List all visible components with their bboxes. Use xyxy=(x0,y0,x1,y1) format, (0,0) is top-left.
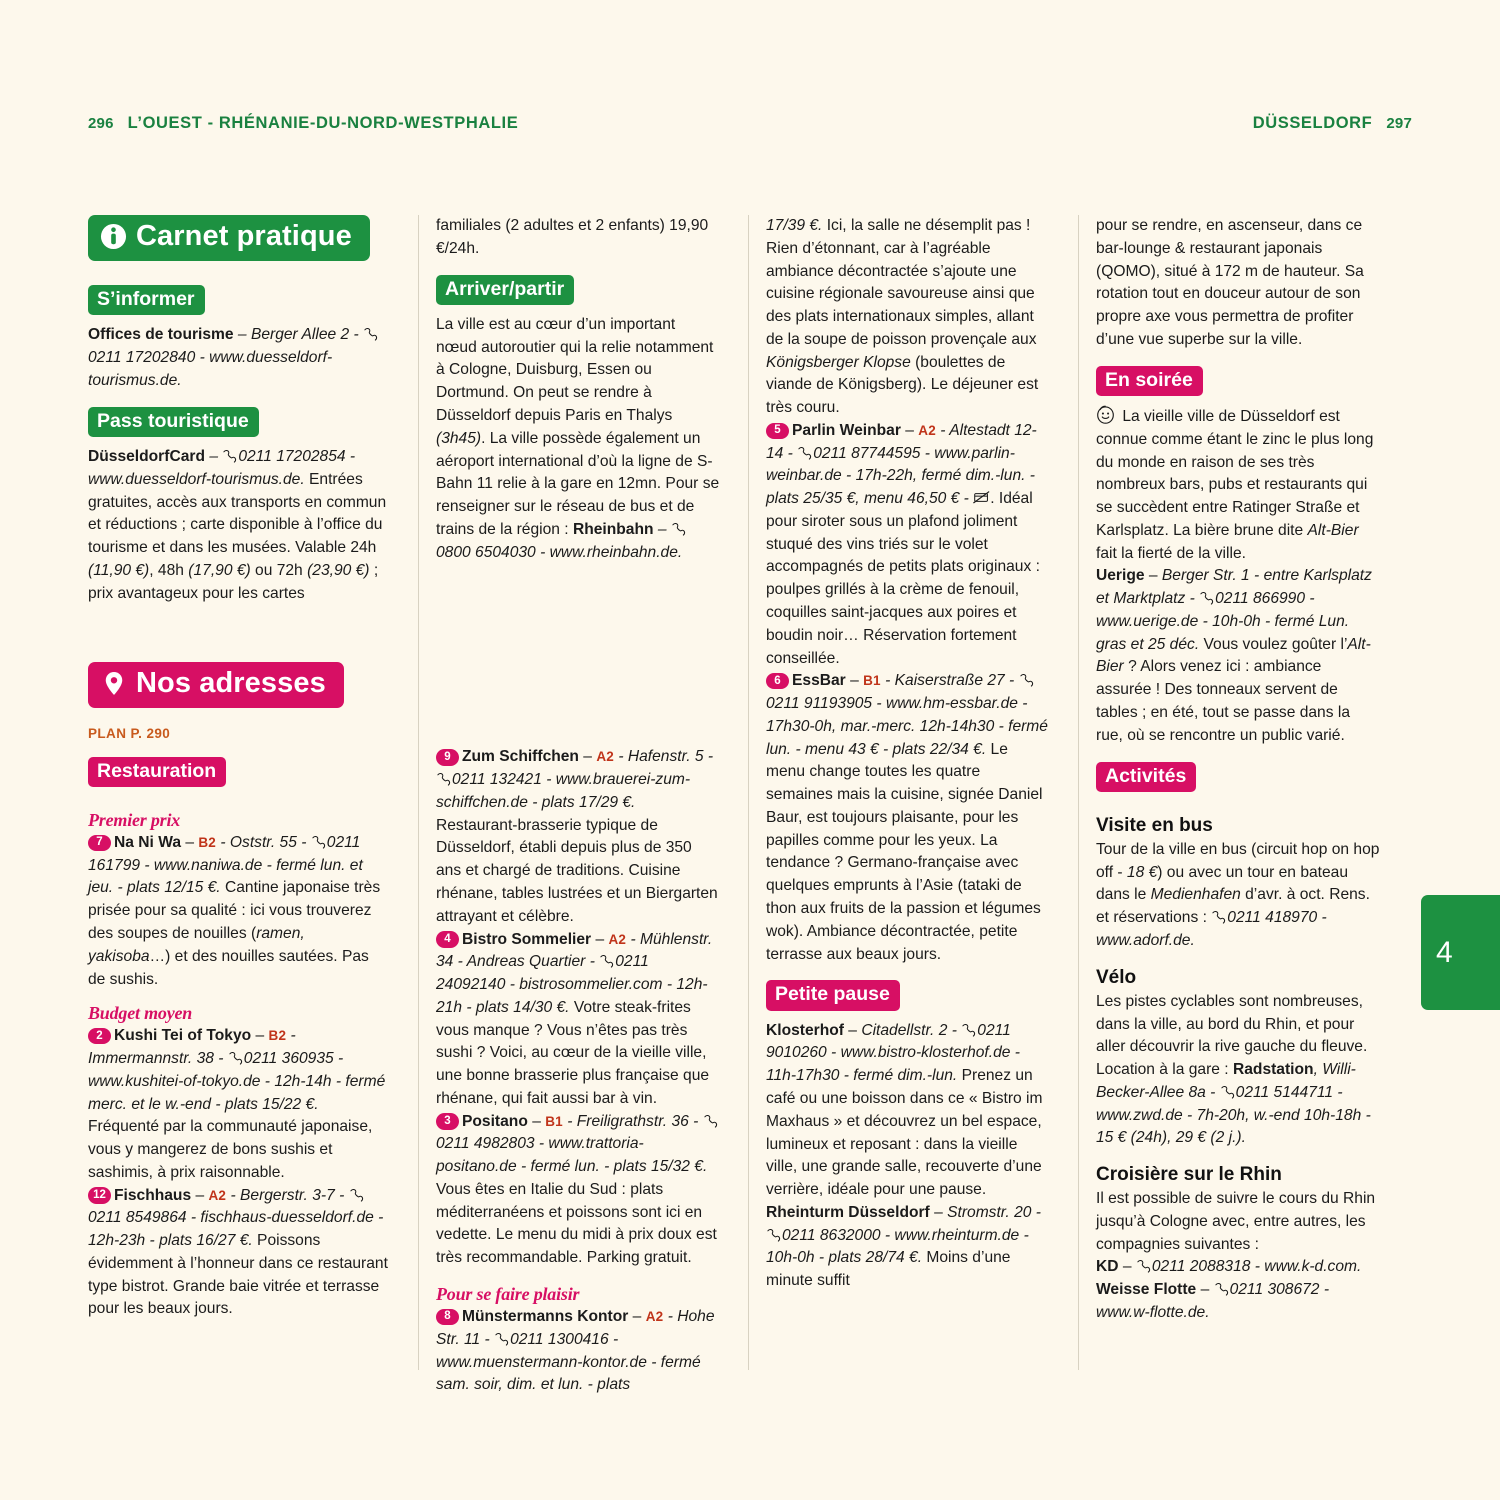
price-48h: (17,90 €) xyxy=(188,561,251,579)
no-card-icon xyxy=(973,490,990,505)
kushitei-grid-ref: B2 xyxy=(268,1028,287,1044)
schiffchen-info: - www.brauerei-zum-schiffchen.de - plats 17/29 €. xyxy=(436,771,691,811)
smiley-tip-icon xyxy=(1096,405,1115,424)
duesseldorfcard-name: DüsseldorfCard xyxy=(88,448,205,466)
phone-icon xyxy=(599,954,614,968)
chapter-number: 4 xyxy=(1436,935,1453,969)
fischhaus-address: - Bergerstr. 3-7 - xyxy=(226,1186,349,1204)
positano-phone: 0211 4982803 xyxy=(436,1135,535,1153)
kushitei-entry xyxy=(88,1025,390,1184)
klosterhof-name: Klosterhof xyxy=(766,1021,844,1039)
visite-en-bus-text xyxy=(1096,839,1380,953)
uerige-desc-b: ? Alors venez ici : ambiance assurée ! Des tonneaux servent de tables ; en été, tout se passe dans la rue, où se rencontre un public varié. xyxy=(1096,658,1350,744)
munstermanns-info: - www.muenstermann-kontor.de - fermé sam. soir, dim. et lun. - plats xyxy=(436,1330,701,1394)
positano-name: Positano xyxy=(462,1112,528,1130)
phone-icon xyxy=(1136,1259,1151,1273)
map-pin-icon xyxy=(100,670,127,697)
soiree-text xyxy=(1096,405,1380,565)
sommelier-info: - bistrosommelier.com - 12h-21h - plats 14/30 €. xyxy=(436,976,708,1016)
fischhaus-info: - fischhaus-duesseldorf.de - 12h-23h - plats 16/27 €. xyxy=(88,1209,384,1250)
dash-17: – xyxy=(1196,1281,1214,1299)
klosterhof-address: Citadellstr. 2 - xyxy=(861,1021,962,1039)
column-spacer xyxy=(436,564,720,620)
phone-icon xyxy=(1211,910,1226,924)
dash-7: – xyxy=(578,748,597,766)
heading-s-informer: S’informer xyxy=(88,285,205,315)
duesseldorfcard-web: - www.duesseldorf-tourismus.de. xyxy=(88,448,356,488)
naniwa-desc-b: …) et des nouilles sautées. Pas de sushis. xyxy=(88,947,369,988)
munstermanns-price: 17/39 €. xyxy=(766,217,823,234)
munstermanns-desc-a: Ici, la salle ne désemplit pas ! Rien d’étonnant, car à l’agréable ambiance décontractée s’ajoute une cuisine régionale savoureuse ainsi que des plats internationaux simples, allant de la soupe de poisson provençale aux xyxy=(766,217,1037,348)
naniwa-address: - Oststr. 55 - xyxy=(216,833,311,851)
uerige-desc-a: Vous voulez goûter l’ xyxy=(1199,635,1348,653)
uerige-address: Berger Str. 1 - entre Karlsplatz et Marktplatz - xyxy=(1096,567,1372,608)
map-number-badge: 9 xyxy=(436,749,459,766)
radstation-address: , Willi-Becker-Allee 8a - xyxy=(1096,1061,1356,1101)
naniwa-entry xyxy=(88,832,390,991)
running-head-title-left: L’OUEST - RHÉNANIE-DU-NORD-WESTPHALIE xyxy=(127,114,519,132)
radstation-phone: 0211 5144711 xyxy=(1235,1083,1334,1101)
rheinturm-name: Rheinturm Düsseldorf xyxy=(766,1203,930,1221)
uerige-phone: 0211 866990 xyxy=(1215,590,1306,608)
medienhafen-term: Medienhafen xyxy=(1150,886,1241,904)
munstermanns-phone: 0211 1300416 xyxy=(510,1330,609,1348)
running-head-title-right: DÜSSELDORF xyxy=(1252,114,1373,132)
bus-desc-c: d’avr. à oct. Rens. et réservations : xyxy=(1096,886,1370,927)
weisse-flotte-phone: 0211 308672 xyxy=(1229,1281,1320,1299)
soiree-desc-a: La vieille ville de Düsseldorf est connue comme étant le zinc le plus long du monde en raison de ses très nombreux bars, pubs et restaurants qui se succèdent entre Ratinger Straße et Karlsplatz. La bière brune dite xyxy=(1096,408,1374,539)
velo-desc: Les pistes cyclables sont nombreuses, dans la ville, au bord du Rhin, et pour aller découvrir la rive gauche du fleuve. Location à la gare : xyxy=(1096,992,1368,1079)
munstermanns-carryover xyxy=(766,215,1050,420)
essbar-grid-ref: B1 xyxy=(863,673,881,689)
offices-de-tourisme-name: Offices de tourisme xyxy=(88,326,234,344)
subheading-visite-en-bus: Visite en bus xyxy=(1096,814,1213,836)
koenigsberger-klopse: Königsberger Klopse xyxy=(766,353,911,371)
dash-1: – xyxy=(233,326,251,344)
soiree-desc-b: fait la fierté de la ville. xyxy=(1096,544,1246,562)
dash-4: – xyxy=(251,1027,269,1045)
rheinturm-carryover: pour se rendre, en ascenseur, dans ce bar-lounge & restaurant japonais (QOMO), situé à 172 m de hauteur. Sa rotation tout en douceur autour de son propre axe vous permettra de profiter d’une vue superbe sur la ville. xyxy=(1096,217,1364,348)
heading-en-soiree: En soirée xyxy=(1096,366,1203,396)
sommelier-desc: Votre steak-frites vous manque ? Vous n’êtes pas très sushi ? Voici, au cœur de la vieille ville, une bonne brasserie plus française que rhénane, qui fait aussi bar à vin. xyxy=(436,998,710,1107)
parlin-info: - www.parlin-weinbar.de - 17h-22h, fermé dim.-lun. - plats 25/35 €, menu 46,50 € - xyxy=(766,444,1035,508)
phone-icon xyxy=(222,449,237,463)
croisiere-intro: Il est possible de suivre le cours du Rhin jusqu’à Cologne avec, entre autres, les compagnies suivantes : xyxy=(1096,1190,1376,1253)
schiffchen-name: Zum Schiffchen xyxy=(462,748,579,766)
sommelier-phone: 0211 24092140 xyxy=(436,953,649,994)
column-spacer xyxy=(88,606,390,662)
positano-address: - Freiligrathstr. 36 - xyxy=(562,1112,703,1130)
weisse-flotte-web: - www.w-flotte.de. xyxy=(1096,1281,1330,1321)
phone-icon xyxy=(311,835,326,849)
essbar-entry xyxy=(766,670,1050,966)
phone-icon xyxy=(1220,1085,1235,1099)
uerige-info: - www.uerige.de - 10h-0h - fermé Lun. gras et 25 déc. xyxy=(1096,590,1350,653)
info-circle-icon xyxy=(100,223,127,250)
klosterhof-phone: 0211 9010260 xyxy=(766,1021,1011,1062)
munstermanns-desc-b: (boulettes de viande de Königsberg). Le déjeuner est très couru. xyxy=(766,353,1039,417)
offices-de-tourisme-entry xyxy=(88,324,390,392)
kushitei-info: - www.kushitei-of-tokyo.de - 12h-14h - fermé merc. et le w.-end - plats 15/22 €. xyxy=(88,1050,386,1113)
kd-entry xyxy=(1096,1256,1380,1279)
klosterhof-desc: Prenez un café ou une boisson dans ce « Bistro im Maxhaus » et découvrez un bel espace, lumineux et reposant : dans la vieille ville, une grande salle, recouverte d’une verrière, idéale pour une pause. xyxy=(766,1067,1043,1199)
duesseldorfcard-desc-a: Entrées gratuites, accès aux transports en commun et réductions ; carte disponible à l’office du tourisme et dans les musées. Valable 24h xyxy=(88,470,387,557)
essbar-phone: 0211 91193905 xyxy=(766,695,873,713)
page-columns xyxy=(88,215,1408,1394)
dash-10: – xyxy=(628,1307,646,1325)
radstation-name: Radstation xyxy=(1232,1061,1314,1079)
positano-grid-ref: B1 xyxy=(545,1113,563,1129)
dash-2: – xyxy=(204,448,223,466)
phone-icon xyxy=(703,1114,718,1128)
uerige-entry xyxy=(1096,565,1380,747)
bus-desc-b: ) ou avec un tour en bateau dans le xyxy=(1096,863,1349,904)
category-pour-se-faire-plaisir: Pour se faire plaisir xyxy=(436,1283,580,1304)
parlin-address: - Altestadt 12-14 - xyxy=(766,421,1037,462)
uerige-name: Uerige xyxy=(1096,567,1145,585)
phone-icon xyxy=(436,772,451,786)
duesseldorfcard-desc-d: ; prix avantageux pour les cartes xyxy=(88,561,379,602)
parlin-name: Parlin Weinbar xyxy=(792,421,901,439)
kd-phone: 0211 2088318 xyxy=(1151,1258,1251,1276)
rheinbahn-web: - www.rheinbahn.de. xyxy=(535,543,683,561)
chapter-thumb-tab xyxy=(1421,895,1500,1010)
map-number-badge: 2 xyxy=(88,1028,111,1045)
positano-info: - www.trattoria-positano.de - fermé lun. - plats 15/32 €. xyxy=(436,1135,708,1176)
kushitei-name: Kushi Tei of Tokyo xyxy=(114,1027,252,1045)
heading-pass-touristique: Pass touristique xyxy=(88,407,259,437)
bus-desc-a: Tour de la ville en bus (circuit hop on hop off - xyxy=(1096,840,1380,881)
schiffchen-phone: 0211 132421 xyxy=(452,771,542,789)
offices-web: - www.duesseldorf-tourismus.de. xyxy=(88,349,333,389)
bus-phone: 0211 418970 xyxy=(1227,909,1318,927)
thalys-duration: (3h45) xyxy=(436,429,482,447)
essbar-name: EssBar xyxy=(792,672,846,690)
alt-bier-term: Alt-Bier xyxy=(1307,521,1359,539)
rheinbahn-phone: 0800 6504030 xyxy=(436,543,536,561)
fischhaus-name: Fischhaus xyxy=(114,1186,192,1204)
schiffchen-desc: Restaurant-brasserie typique de Düsseldorf, établi depuis plus de 350 ans et chargé de traditions. Cuisine rhénane, tables lustrées et un Biergarten attrayant et célèbre. xyxy=(436,816,718,925)
sommelier-grid-ref: A2 xyxy=(608,931,627,947)
parlin-phone: 0211 87744595 xyxy=(813,444,921,462)
map-number-badge: 7 xyxy=(88,835,111,852)
kushitei-desc: Fréquenté par la communauté japonaise, vous y mangerez de bons sushis et sashimis, à prix raisonnable. xyxy=(88,1118,373,1181)
essbar-desc: Le menu change toutes les quatre semaines mais la cuisine, signée Daniel Baur, est toujours plaisante, pour les papilles comme pour les yeux. La tendance ? Germano-française avec quelques emprunts à l’Asie (tataki de thon aux fruits de la passion et légumes wok). Ambiance décontractée, petite terrasse aux beaux jours. xyxy=(766,740,1043,963)
dash-12: – xyxy=(845,672,864,690)
munstermanns-address: - Hohe Str. 11 - xyxy=(436,1307,715,1348)
dash-6: – xyxy=(653,520,671,538)
naniwa-name: Na Ni Wa xyxy=(114,833,182,851)
schiffchen-address: - Hafenstr. 5 - xyxy=(613,748,714,766)
map-number-badge: 4 xyxy=(436,931,459,948)
phone-icon xyxy=(228,1051,243,1065)
klosterhof-entry xyxy=(766,1020,1050,1202)
bus-price: 18 € xyxy=(1126,863,1158,881)
rheinturm-desc: Moins d’une minute suffit xyxy=(766,1249,1011,1290)
carryover-familiales: familiales (2 adultes et 2 enfants) 19,90 €/24h. xyxy=(436,217,709,257)
essbar-info: - www.hm-essbar.de - 17h30-0h, mar.-merc. 12h-14h30 - fermé lun. - menu 43 € - plats 22/34 €. xyxy=(766,695,1048,758)
folio-left: 296 xyxy=(88,115,114,132)
positano-entry xyxy=(436,1111,720,1270)
fischhaus-desc: Poissons évidemment à l’honneur dans ce restaurant type bistrot. Grande baie vitrée et terrasse pour les beaux jours. xyxy=(88,1232,388,1318)
category-premier-prix: Premier prix xyxy=(88,809,181,830)
column-3 xyxy=(748,215,1078,1370)
heading-arriver-partir: Arriver/partir xyxy=(436,275,574,305)
heading-restauration: Restauration xyxy=(88,757,226,787)
phone-icon xyxy=(1214,1282,1229,1296)
arriver-partir-text xyxy=(436,314,720,564)
naniwa-dishes: ramen, yakisoba xyxy=(88,924,305,965)
fischhaus-grid-ref: A2 xyxy=(208,1187,227,1203)
phone-icon xyxy=(961,1023,976,1037)
subheading-velo: Vélo xyxy=(1096,966,1137,988)
weisse-flotte-entry xyxy=(1096,1279,1380,1325)
fischhaus-phone: 0211 8549864 xyxy=(88,1209,187,1227)
price-72h: (23,90 €) xyxy=(307,561,370,579)
naniwa-grid-ref: B2 xyxy=(198,834,217,850)
phone-icon xyxy=(671,522,686,536)
munstermanns-entry xyxy=(436,1306,720,1397)
map-number-badge: 12 xyxy=(88,1187,111,1204)
running-head xyxy=(88,114,1412,138)
column-4 xyxy=(1078,215,1408,1370)
duesseldorfcard-desc-c: ou 72h xyxy=(250,561,308,579)
velo-text xyxy=(1096,991,1380,1150)
nos-adresses-banner xyxy=(88,662,344,708)
bus-web: - www.adorf.de. xyxy=(1096,909,1327,949)
schiffchen-entry xyxy=(436,746,720,928)
map-number-badge: 3 xyxy=(436,1113,459,1130)
subheading-croisiere: Croisière sur le Rhin xyxy=(1096,1164,1282,1186)
radstation-info: - www.zwd.de - 7h-20h, w.-end 10h-18h - 15 € (24h), 29 € (2 j.). xyxy=(1096,1083,1371,1147)
klosterhof-info: - www.bistro-klosterhof.de - 11h-17h30 - fermé dim.-lun. xyxy=(766,1044,1020,1085)
schiffchen-grid-ref: A2 xyxy=(596,749,614,765)
dash-9: – xyxy=(527,1112,546,1130)
plan-reference: PLAN P. 290 xyxy=(88,725,171,741)
running-head-right xyxy=(1253,114,1412,133)
kushitei-address: - Immermannstr. 38 - xyxy=(88,1027,296,1068)
kushitei-phone: 0211 360935 xyxy=(243,1050,334,1068)
rheinturm-entry xyxy=(766,1202,1050,1293)
phone-icon xyxy=(494,1332,509,1346)
kd-web: - www.k-d.com. xyxy=(1250,1258,1362,1276)
heading-activites: Activités xyxy=(1096,762,1196,792)
parlin-grid-ref: A2 xyxy=(918,422,936,438)
positano-desc: Vous êtes en Italie du Sud : plats méditerranéens et poissons sont ici en vedette. Le menu du midi à prix doux est très recommandable. Parking gratuit. xyxy=(436,1180,717,1267)
dash-13: – xyxy=(843,1021,862,1039)
fischhaus-entry xyxy=(88,1185,390,1322)
map-number-badge: 8 xyxy=(436,1309,459,1326)
folio-right: 297 xyxy=(1386,115,1412,132)
heading-petite-pause: Petite pause xyxy=(766,980,900,1010)
duesseldorfcard-phone: 0211 17202854 xyxy=(238,448,346,466)
nos-adresses-label: Nos adresses xyxy=(136,666,326,699)
dash-16: – xyxy=(1118,1258,1136,1276)
dash-14: – xyxy=(929,1203,948,1221)
kd-name: KD xyxy=(1096,1258,1119,1276)
naniwa-phone: 0211 161799 xyxy=(88,833,361,874)
map-number-badge: 6 xyxy=(766,673,789,690)
phone-icon xyxy=(766,1228,781,1242)
map-number-badge: 5 xyxy=(766,423,789,440)
price-24h: (11,90 €) xyxy=(88,561,150,579)
dash-11: – xyxy=(900,421,919,439)
dash-15: – xyxy=(1144,567,1162,585)
phone-icon xyxy=(363,327,378,341)
phone-icon xyxy=(1019,673,1034,687)
dash-3: – xyxy=(181,833,199,851)
munstermanns-name: Münstermanns Kontor xyxy=(462,1307,629,1325)
arriver-desc-b: . La ville possède également un aéroport international d’où la ligne de S-Bahn 11 relie à la gare en 12mn. Pour se renseigner sur le réseau de bus et de trains de la région : xyxy=(436,429,720,538)
dash-8: – xyxy=(591,930,609,948)
sommelier-entry xyxy=(436,929,720,1111)
phone-icon xyxy=(349,1188,364,1202)
running-head-left xyxy=(88,114,518,133)
carnet-pratique-banner xyxy=(88,215,370,261)
essbar-address: - Kaiserstraße 27 - xyxy=(880,672,1019,690)
parlin-entry xyxy=(766,420,1050,670)
dash-5: – xyxy=(191,1186,209,1204)
munstermanns-grid-ref: A2 xyxy=(645,1308,664,1324)
rheinturm-address: Stromstr. 20 - xyxy=(947,1203,1041,1221)
duesseldorfcard-desc-b: , 48h xyxy=(149,561,189,579)
column-1 xyxy=(88,215,418,1370)
naniwa-info: - www.naniwa.de - fermé lun. et jeu. - plats 12/15 €. xyxy=(88,856,363,897)
rheinturm-phone: 0211 8632000 xyxy=(782,1226,881,1244)
column-2 xyxy=(418,215,748,1394)
naniwa-desc-a: Cantine japonaise très prisée pour sa qualité : ici vous trouverez des soupes de nouilles ( xyxy=(88,879,381,942)
arriver-desc-a: La ville est au cœur d’un important nœud autoroutier qui la relie notamment à Cologne, Duisburg, Essen ou Dortmund. On peut se rendre à Düsseldorf depuis Paris en Thalys xyxy=(436,315,714,425)
column-spacer xyxy=(436,620,720,676)
sommelier-name: Bistro Sommelier xyxy=(462,930,592,948)
carnet-pratique-label: Carnet pratique xyxy=(136,220,352,252)
rheinturm-info: - www.rheinturm.de - 10h-0h - plats 28/74 €. xyxy=(766,1226,1029,1267)
duesseldorfcard-entry xyxy=(88,446,390,605)
sommelier-address: - Mühlenstr. 34 - Andreas Quartier - xyxy=(436,930,713,971)
column-spacer xyxy=(436,676,720,746)
weisse-flotte-name: Weisse Flotte xyxy=(1096,1281,1197,1299)
offices-address: Berger Allee 2 - xyxy=(250,326,364,344)
parlin-desc: . Idéal pour siroter sous un plafond joliment stuqué des vins triés sur le volet accompagnés de petits plats originaux : poulpes grillés à la crème de fenouil, coquilles saint-jacques aux poires et boudin noir… Réservation fortement conseillée. xyxy=(766,490,1040,667)
category-budget-moyen: Budget moyen xyxy=(88,1003,193,1024)
phone-icon xyxy=(1199,591,1214,605)
phone-icon xyxy=(797,446,812,460)
alt-bier-term-2: Alt-Bier xyxy=(1096,635,1371,676)
rheinbahn-name: Rheinbahn xyxy=(572,520,654,538)
offices-phone: 0211 17202840 xyxy=(88,349,196,367)
